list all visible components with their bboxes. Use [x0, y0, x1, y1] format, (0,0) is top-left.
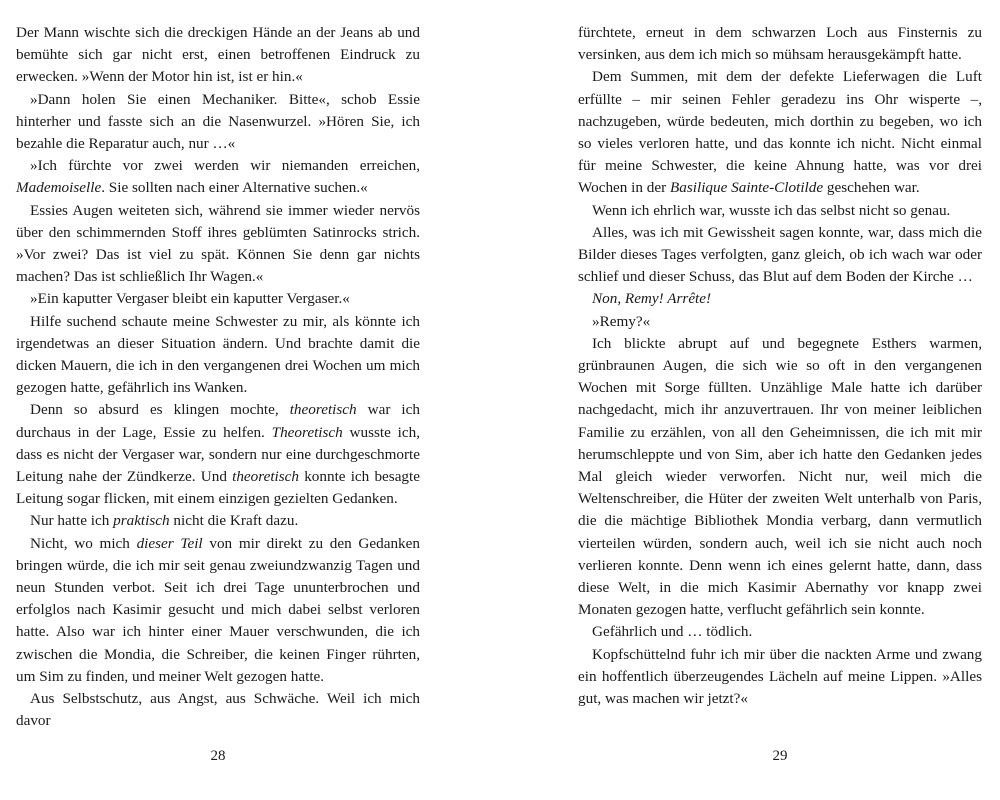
italic-text: Non, Remy! Arrête!	[592, 290, 712, 308]
text-run: war ich durchaus in der Lage, Essie zu helfen.	[16, 401, 420, 441]
paragraph	[16, 688, 420, 732]
italic-text: praktisch	[113, 512, 170, 530]
paragraph	[578, 311, 982, 333]
text-run: »Remy?«	[592, 312, 651, 330]
text-run: konnte ich besagte Leitung sogar flicken, mit einem einzigen gezielten Gedanken.	[16, 468, 420, 508]
paragraph	[578, 66, 982, 199]
paragraph	[16, 89, 420, 156]
text-run: Nicht, wo mich	[30, 534, 137, 552]
text-run: Hilfe suchend schaute meine Schwester zu mir, als könnte ich irgendetwas an dieser Situation ändern. Und brachte damit die dicken Mauern, die ich in den vergangenen drei Wochen um mich gezogen hatte, gefährlich ins Wanken.	[16, 312, 420, 397]
paragraph	[578, 22, 982, 66]
paragraph	[16, 288, 420, 310]
text-run: Der Mann wischte sich die dreckigen Hände an der Jeans ab und bemühte sich gar nicht erst, einen betroffenen Eindruck zu erwecken. »Wenn der Motor hin ist, ist er hin.«	[16, 24, 420, 86]
text-run: von mir direkt zu den Gedanken bringen würde, die ich mir seit genau zweiundzwanzig Tagen und neun Stunden verbot. Seit ich drei Tage ununterbrochen und erfolglos nach Kasimir gesucht und mich dabei selbst verloren hatte. Also war ich hinter einer Mauer verschwunden, die ich zwischen die Mondia, die Schreiber, die keinen Finger rührten, um Sim zu finden, und meiner Welt gezogen hatte.	[16, 534, 420, 685]
text-run: Alles, was ich mit Gewissheit sagen konnte, war, dass mich die Bilder dieses Tages verfolgten, ganz gleich, ob ich wach war oder schlief und dieser Schuss, das Blut auf dem Boden der Kirche …	[578, 223, 982, 286]
text-run: Aus Selbstschutz, aus Angst, aus Schwäche. Weil ich mich davor	[16, 690, 420, 730]
text-run: »Ein kaputter Vergaser bleibt ein kaputter Vergaser.«	[30, 290, 350, 308]
text-run: Kopfschüttelnd fuhr ich mir über die nackten Arme und zwang ein hoffentlich überzeugendes Lächeln auf meine Lippen. »Alles gut, was machen wir jetzt?«	[578, 645, 982, 708]
paragraph	[578, 288, 982, 310]
paragraph	[16, 22, 420, 89]
italic-text: Mademoiselle	[16, 179, 102, 197]
right-page-text	[578, 22, 982, 710]
text-run: Gefährlich und … tödlich.	[592, 623, 753, 641]
paragraph	[16, 533, 420, 688]
text-run: Nur hatte ich	[30, 512, 114, 530]
paragraph	[578, 333, 982, 622]
right-page-number: 29	[772, 748, 788, 764]
text-run: »Ich fürchte vor zwei werden wir niemanden erreichen,	[30, 157, 420, 175]
italic-text: Theoretisch	[271, 423, 343, 441]
paragraph	[16, 399, 420, 510]
paragraph	[16, 311, 420, 400]
text-run: Ich blickte abrupt auf und begegnete Esthers warmen, grünbraunen Augen, die sich wie so oft in den vergangenen Wochen mit Sorge füllten. Unzählige Male hatte ich darüber nachgedacht, mich ihr anzuvertrauen. Ihr von meiner leiblichen Familie zu erzählen, von all den Geheimnissen, die ich mit mir herumschleppte und von Sim, aber ich hatte den Gedanken jedes Mal gleich wieder verworfen. Nicht nur, weil mich die Weltenschreiber, die Hüter der zweiten Welt unterhalb von Paris, die die mächtige Bibliothek Mondia verbarg, dann vermutlich vierteilen würden, sondern auch, weil ich sie nicht auch noch verlieren konnte. Denn wenn ich eines gelernt hatte, dann, dass diese Welt, in die mich Kasimir Abernathy vor knapp zwei Monaten gezogen hatte, verflucht gefährlich sein konnte.	[578, 334, 982, 619]
text-run: Dem Summen, mit dem der defekte Lieferwagen die Luft erfüllte – mir seinen Fehler geradezu ins Ohr wisperte –, nachzugeben, würde bedeuten, mich dorthin zu begeben, wo ich so vieles verloren hatte, und das konnte ich nicht. Nicht einmal für meine Schwester, die keine Ahnung hatte, was vor drei Wochen in der	[578, 68, 982, 197]
left-page-text	[16, 22, 420, 733]
paragraph	[578, 222, 982, 289]
italic-text: dieser Teil	[136, 534, 203, 552]
text-run: Wenn ich ehrlich war, wusste ich das selbst nicht so genau.	[592, 201, 951, 219]
text-run: fürchtete, erneut in dem schwarzen Loch aus Finsternis zu versinken, aus dem ich mich so mühsam herausgekämpft hatte.	[578, 24, 982, 64]
paragraph	[16, 155, 420, 199]
italic-text: Basilique Sainte-Clotilde	[669, 179, 824, 197]
paragraph	[578, 200, 982, 222]
text-run: Essies Augen weiteten sich, während sie immer wieder nervös über den schimmernden Stoff ihres geblümten Satinrocks strich. »Vor zwei? Das ist viel zu spät. Können Sie denn gar nichts machen? Das ist schließlich Ihr Wagen.«	[16, 201, 420, 286]
paragraph	[578, 621, 982, 643]
text-run: . Sie sollten nach einer Alternative suchen.«	[101, 179, 368, 197]
text-run: wusste ich, dass es nicht der Vergaser war, sondern nur eine durchgeschmorte Leitung nahe der Zündkerze. Und	[16, 423, 420, 486]
paragraph	[16, 200, 420, 289]
italic-text: theoretisch	[289, 401, 357, 419]
text-run: geschehen war.	[823, 179, 920, 197]
italic-text: theoretisch	[232, 468, 300, 486]
left-page-number: 28	[210, 748, 226, 764]
text-run: nicht die Kraft dazu.	[169, 512, 299, 530]
text-run: Denn so absurd es klingen mochte,	[30, 401, 290, 419]
paragraph	[578, 644, 982, 711]
paragraph	[16, 510, 420, 532]
text-run: »Dann holen Sie einen Mechaniker. Bitte«, schob Essie hinterher und fasste sich an die Nasenwurzel. »Hören Sie, ich bezahle die Reparatur auch, nur …«	[16, 90, 420, 153]
